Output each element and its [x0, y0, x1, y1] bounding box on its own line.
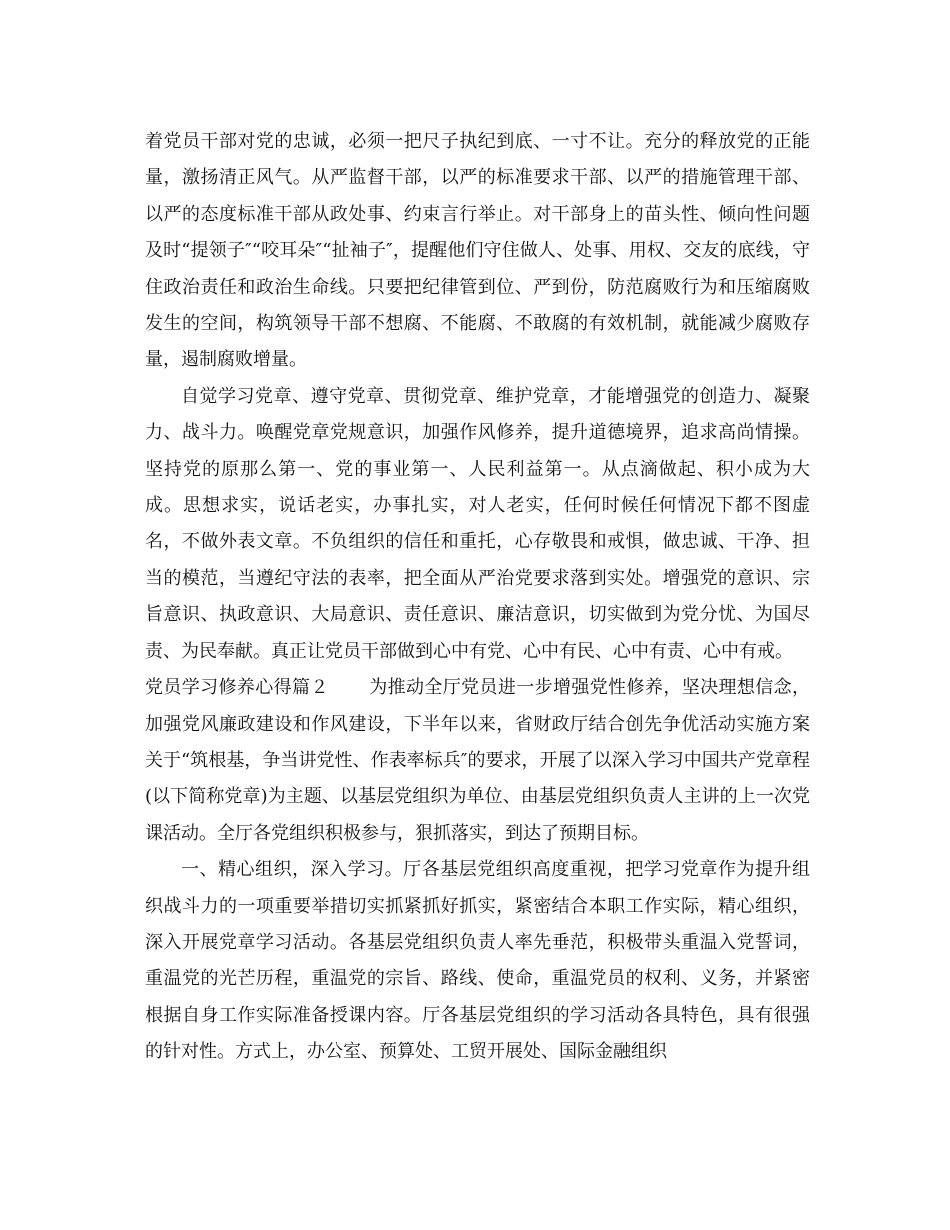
document-body — [145, 124, 810, 1071]
paragraph-continued: 着党员干部对党的忠诚，必须一把尺子执纪到底、一寸不让。充分的释放党的正能量，激扬清正风气。从严监督干部，以严的标准要求干部、以严的措施管理干部、以严的态度标准干部从政处事、约束言行举止。对干部身上的苗头性、倾向性问题及时“提领子″“咬耳朵″“扯袖子″，提醒他们守住做人、处事、用权、交友的底线，守住政治责任和政治生命线。只要把纪律管到位、严到份，防范腐败行为和压缩腐败发生的空间，构筑领导干部不想腐、不能腐、不敢腐的有效机制，就能减少腐败存量，遏制腐败增量。 — [145, 131, 810, 371]
section-body: 为推动全厅党员进一步增强党性修养，坚决理想信念，加强党风廉政建设和作风建设，下半年以来，省财政厅结合创先争优活动实施方案关于“筑根基，争当讲党性、作表率标兵″的要求，开展了以深入学习中国共产党章程(以下简称党章)为主题、以基层党组织为单位、由基层党组织负责人主讲的上一次党课活动。全厅各党组织积极参与，狠抓落实，到达了预期目标。 — [145, 677, 811, 844]
section-heading: 党员学习修养心得篇２ — [145, 677, 329, 699]
section-paragraph — [145, 670, 810, 852]
paragraph-party-constitution: 自觉学习党章、遵守党章、贯彻党章、维护党章，才能增强党的创造力、凝聚力、战斗力。唤醒党章党规意识，加强作风修养，提升道德境界，追求高尚情操。坚持党的原那么第一、党的事业第一、人民利益第一。从点滴做起、积小成为大成。思想求实，说话老实，办事扎实，对人老实，任何时候任何情况下都不图虚名，不做外表文章。不负组织的信任和重托，心存敬畏和戒惧，做忠诚、干净、担当的模范，当遵纪守法的表率，把全面从严治党要求落到实处。增强党的意识、宗旨意识、执政意识、大局意识、责任意识、廉洁意识，切实做到为党分忧、为国尽责、为民奉献。真正让党员干部做到心中有党、心中有民、心中有责、心中有戒。 — [145, 385, 810, 662]
paragraph-organize-study: 一、精心组织，深入学习。厅各基层党组织高度重视，把学习党章作为提升组织战斗力的一项重要举措切实抓紧抓好抓实，紧密结合本职工作实际，精心组织，深入开展党章学习活动。各基层党组织负责人率先垂范，积极带头重温入党誓词，重温党的光芒历程，重温党的宗旨、路线、使命，重温党员的权利、义务，并紧密根据自身工作实际准备授课内容。厅各基层党组织的学习活动各具特色，具有很强的针对性。方式上，办公室、预算处、工贸开展处、国际金融组织 — [145, 859, 810, 1063]
